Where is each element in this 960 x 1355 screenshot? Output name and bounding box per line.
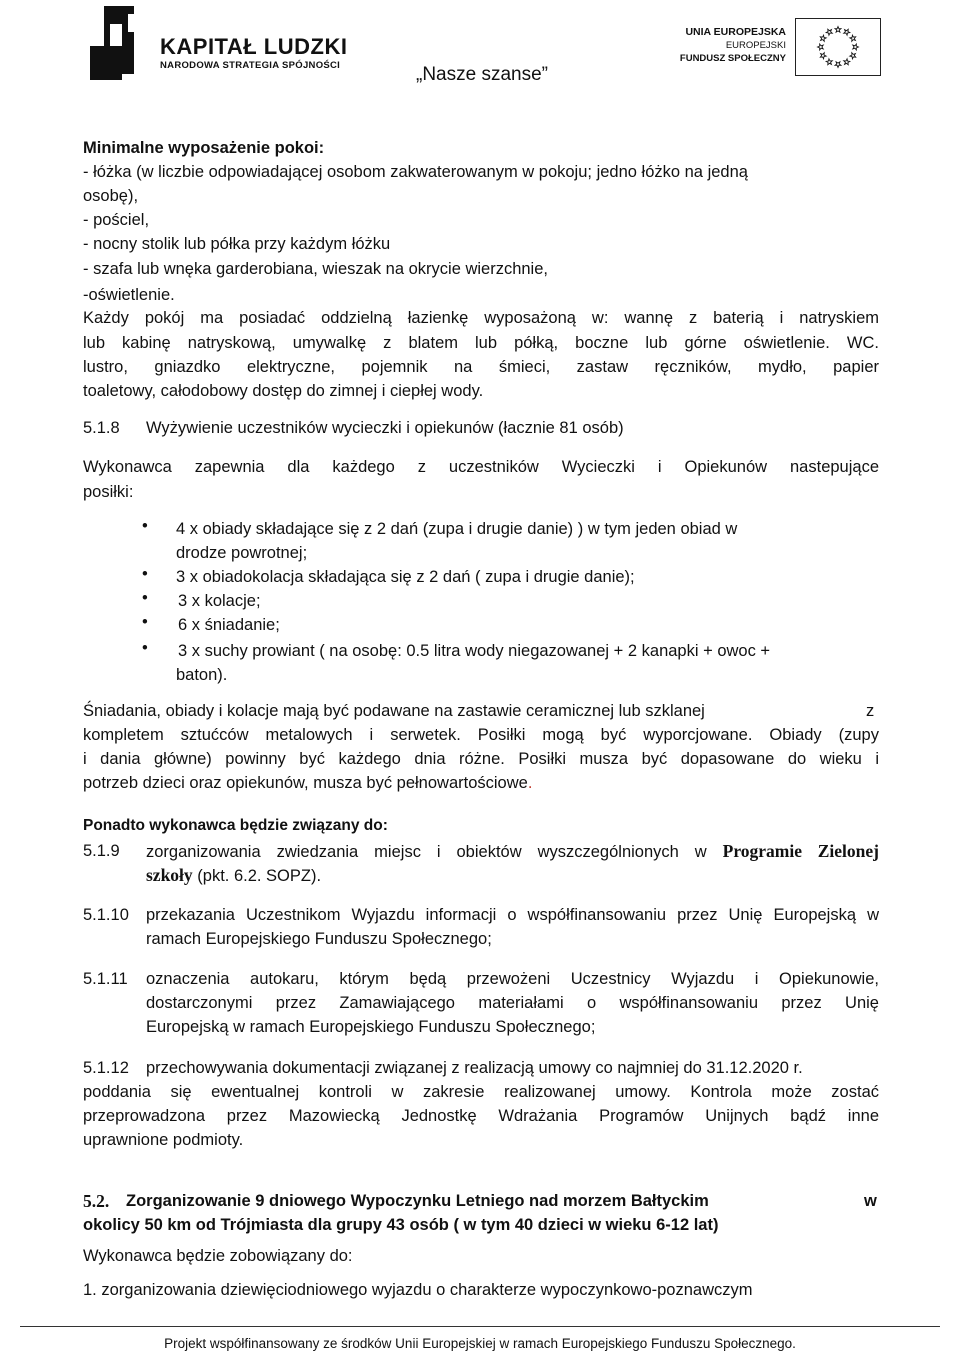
meals-line-text: potrzeb dzieci oraz opiekunów, musza być pełnowartościowe <box>83 774 528 792</box>
list-item: drodze powrotnej; <box>176 544 308 562</box>
intro-line: Wykonawca zapewnia dla każdego z uczestników Wycieczki i Opiekunów nastepujące <box>83 458 879 476</box>
item-number: 5.1.11 <box>83 970 128 988</box>
control-line: poddania się ewentualnej kontroli w zakresie realizowanej umowy. Kontrola może zostać <box>83 1083 879 1101</box>
bullet-icon: • <box>142 517 148 535</box>
item-5111-line: oznaczenia autokaru, którym będą przewożeni Uczestnicy Wyjazdu i Opiekunowie, <box>146 970 879 988</box>
intro-line: posiłki: <box>83 483 134 501</box>
item-number: 5.1.10 <box>83 906 129 924</box>
kapital-ludzki-logo <box>88 4 378 82</box>
meals-line: Śniadania, obiady i kolacje mają być podawane na zastawie ceramicznej lub szklanej <box>83 702 705 720</box>
bullet-icon: • <box>142 639 148 657</box>
eu-line-1: UNIA EUROPEJSKA <box>685 26 786 38</box>
program-name-end: szkoły <box>146 865 193 885</box>
eu-logo-text <box>668 26 786 65</box>
bathroom-line: lub kabinę natryskową, umywalkę z blatem lub półką, boczne lub górne oświetlenie. WC. <box>83 334 879 352</box>
item-5110-line: ramach Europejskiego Funduszu Społecznego; <box>146 930 492 948</box>
rooms-item: - łóżka (w liczbie odpowiadającej osobom zakwaterowanym w pokoju; jedno łóżko na jedną <box>83 163 748 181</box>
section-title-tail: w <box>864 1192 877 1210</box>
list-item: 3 x kolacje; <box>178 592 261 610</box>
bullet-icon: • <box>142 565 148 583</box>
item-5111-line: dostarczonymi przez Zamawiającego materiałami o współfinansowaniu przez Unię <box>146 994 879 1012</box>
list-item: 4 x obiady składające się z 2 dań (zupa i drugie danie) ) w tym jeden obiad w <box>176 520 738 538</box>
item-519-text: zorganizowania zwiedzania miejsc i obiektów wyszczególnionych w <box>146 843 707 861</box>
kapital-ludzki-subtitle: NARODOWA STRATEGIA SPÓJNOŚCI <box>160 60 341 71</box>
rooms-item: osobę), <box>83 187 139 205</box>
item-519-line2 <box>146 863 321 888</box>
meals-line: kompletem sztućców metalowych i serwetek. Posiłki mogą być wyporcjowane. Obiady (zupy <box>83 726 879 744</box>
bullet-icon: • <box>142 589 148 607</box>
section-number: 5.2. <box>83 1191 110 1211</box>
section-title-line2: okolicy 50 km od Trójmiasta dla grupy 43 osób ( w tym 40 dzieci w wieku 6-12 lat) <box>83 1216 719 1234</box>
footer-divider <box>20 1326 940 1327</box>
bathroom-line: toaletowy, całodobowy dostęp do zimnej i ciepłej wody. <box>83 382 484 400</box>
program-name: Programie Zielonej <box>722 841 879 861</box>
eu-line-3: FUNDUSZ SPOŁECZNY <box>679 53 786 64</box>
bathroom-line: lustro, gniazdko elektryczne, pojemnik na śmieci, zastaw ręczników, mydło, papier <box>83 358 879 376</box>
list-item: 6 x śniadanie; <box>178 616 280 634</box>
motto: „Nasze szanse” <box>416 64 548 85</box>
eu-line-2: EUROPEJSKI <box>725 40 786 51</box>
section-intro: Wykonawca będzie zobowiązany do: <box>83 1247 353 1265</box>
section-title: Zorganizowanie 9 dniowego Wypoczynku Letniego nad morzem Bałtyckim <box>126 1192 709 1210</box>
rooms-item: - nocny stolik lub półka przy każdym łóżku <box>83 235 391 253</box>
item-5110-line: przekazania Uczestnikom Wyjazdu informacji o współfinansowaniu przez Unię Europejską w <box>146 906 879 924</box>
bullet-icon: • <box>142 613 148 631</box>
final-dot: . <box>527 774 533 792</box>
meals-line <box>83 771 532 795</box>
obligations-heading: Ponadto wykonawca będzie związany do: <box>83 817 388 834</box>
control-line: przeprowadzona przez Mazowiecką Jednostkę Wdrażania Programów Unijnych bądź inne <box>83 1107 879 1125</box>
footer-text: Projekt współfinansowany ze środków Unii Europejskiej w ramach Europejskiego Funduszu Społecznego. <box>164 1336 796 1351</box>
control-line: uprawnione podmioty. <box>83 1131 244 1149</box>
section-number: 5.1.8 <box>83 419 120 437</box>
kapital-ludzki-emblem-icon <box>88 4 150 82</box>
meals-line-tail: z <box>866 702 875 720</box>
rooms-item: - pościel, <box>83 211 150 229</box>
item-number: 5.1.12 <box>83 1059 129 1077</box>
item-5112-line: przechowywania dokumentacji związanej z realizacją umowy co najmniej do 31.12.2020 r. <box>146 1059 803 1077</box>
meals-line: i dania główne) powinny być każdego dnia różne. Posiłki musza być dopasowane do wieku i <box>83 750 879 768</box>
section-title: Wyżywienie uczestników wycieczki i opiekunów (łacznie 81 osób) <box>146 419 624 437</box>
rooms-item: -oświetlenie. <box>83 286 175 304</box>
rooms-heading: Minimalne wyposażenie pokoi: <box>83 139 325 157</box>
bathroom-line: Każdy pokój ma posiadać oddzielną łazienkę wyposażoną w: wannę z baterią i natryskiem <box>83 309 879 327</box>
item-5111-line: Europejską w ramach Europejskiego Funduszu Społecznego; <box>146 1018 596 1036</box>
section-item: 1. zorganizowania dziewięciodniowego wyjazdu o charakterze wypoczynkowo-poznawczym <box>83 1281 753 1299</box>
rooms-item: - szafa lub wnęka garderobiana, wieszak na okrycie wierzchnie, <box>83 260 548 278</box>
kapital-ludzki-title: KAPITAŁ LUDZKI <box>160 34 348 59</box>
list-item: 3 x suchy prowiant ( na osobę: 0.5 litra wody niegazowanej + 2 kanapki + owoc + <box>178 642 771 660</box>
list-item: baton). <box>176 666 228 684</box>
list-item: 3 x obiadokolacja składająca się z 2 dań ( zupa i drugie danie); <box>176 568 635 586</box>
item-519-line1 <box>146 839 879 864</box>
eu-flag-icon <box>795 18 881 76</box>
item-number: 5.1.9 <box>83 842 120 860</box>
item-519-ref: (pkt. 6.2. SOPZ). <box>192 867 322 885</box>
